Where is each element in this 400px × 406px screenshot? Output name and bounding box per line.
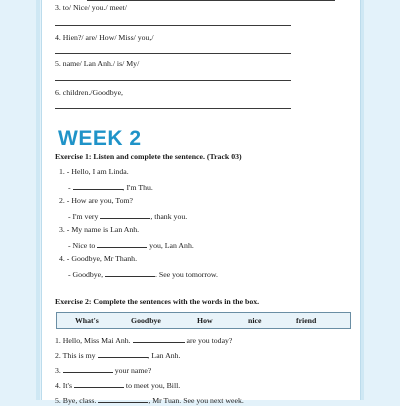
ex1-question-3: 3. - My name is Lan Anh. bbox=[59, 225, 140, 234]
blank-field[interactable] bbox=[98, 394, 148, 403]
answer-line-6 bbox=[55, 108, 291, 109]
exercise-2-title: Exercise 2: Complete the sentences with the words in the box. bbox=[55, 297, 260, 306]
answer-line-4 bbox=[55, 53, 291, 54]
reorder-item-6: 6. children./Goodbye, bbox=[55, 88, 123, 97]
exercise-1-title: Exercise 1: Listen and complete the sentence. (Track 03) bbox=[55, 152, 242, 161]
word-box-item: Goodbye bbox=[131, 316, 161, 325]
page-border-left bbox=[36, 0, 40, 400]
word-box-item: How bbox=[197, 316, 213, 325]
reorder-item-3: 3. to/ Nice/ you./ meet/ bbox=[55, 3, 127, 12]
blank-field[interactable] bbox=[133, 334, 185, 343]
blank-field[interactable] bbox=[63, 364, 113, 373]
week-title: WEEK 2 bbox=[58, 127, 142, 150]
ex1-answer-2: - I'm very , thank you. bbox=[68, 212, 188, 221]
ex1-question-2: 2. - How are you, Tom? bbox=[59, 196, 134, 205]
ex1-question-1: 1. - Hello, I am Linda. bbox=[59, 167, 129, 176]
word-box-item: nice bbox=[248, 316, 262, 325]
ex2-sentence-1: 1. Hello, Miss Mai Anh. are you today? bbox=[55, 336, 233, 345]
ex2-sentence-5: 5. Bye, class. , Mr Tuan. See you next week. bbox=[55, 396, 244, 405]
ex1-answer-4: - Goodbye, . See you tomorrow. bbox=[68, 270, 218, 279]
blank-field[interactable] bbox=[97, 239, 147, 248]
ex2-sentence-2: 2. This is my , Lan Anh. bbox=[55, 351, 181, 360]
blank-field[interactable] bbox=[74, 379, 124, 388]
worksheet-page bbox=[41, 0, 361, 405]
blank-field[interactable] bbox=[100, 210, 150, 219]
answer-line-top bbox=[87, 0, 335, 1]
reorder-item-4: 4. Hien?/ are/ How/ Miss/ you,/ bbox=[55, 33, 154, 42]
ex2-sentence-3: 3. your name? bbox=[55, 366, 152, 375]
ex1-answer-3: - Nice to you, Lan Anh. bbox=[68, 241, 194, 250]
blank-field[interactable] bbox=[98, 349, 148, 358]
ex1-question-4: 4. - Goodbye, Mr Thanh. bbox=[59, 254, 138, 263]
word-box-item: What's bbox=[75, 316, 99, 325]
blank-field[interactable] bbox=[73, 181, 123, 190]
answer-line-3 bbox=[55, 25, 291, 26]
ex2-sentence-4: 4. It's to meet you, Bill. bbox=[55, 381, 181, 390]
word-box bbox=[56, 312, 351, 329]
reorder-item-5: 5. name/ Lan Anh./ is/ My/ bbox=[55, 59, 140, 68]
blank-field[interactable] bbox=[105, 268, 155, 277]
answer-line-5 bbox=[55, 80, 291, 81]
word-box-item: friend bbox=[296, 316, 317, 325]
ex1-answer-1: - , I'm Thu. bbox=[68, 183, 153, 192]
